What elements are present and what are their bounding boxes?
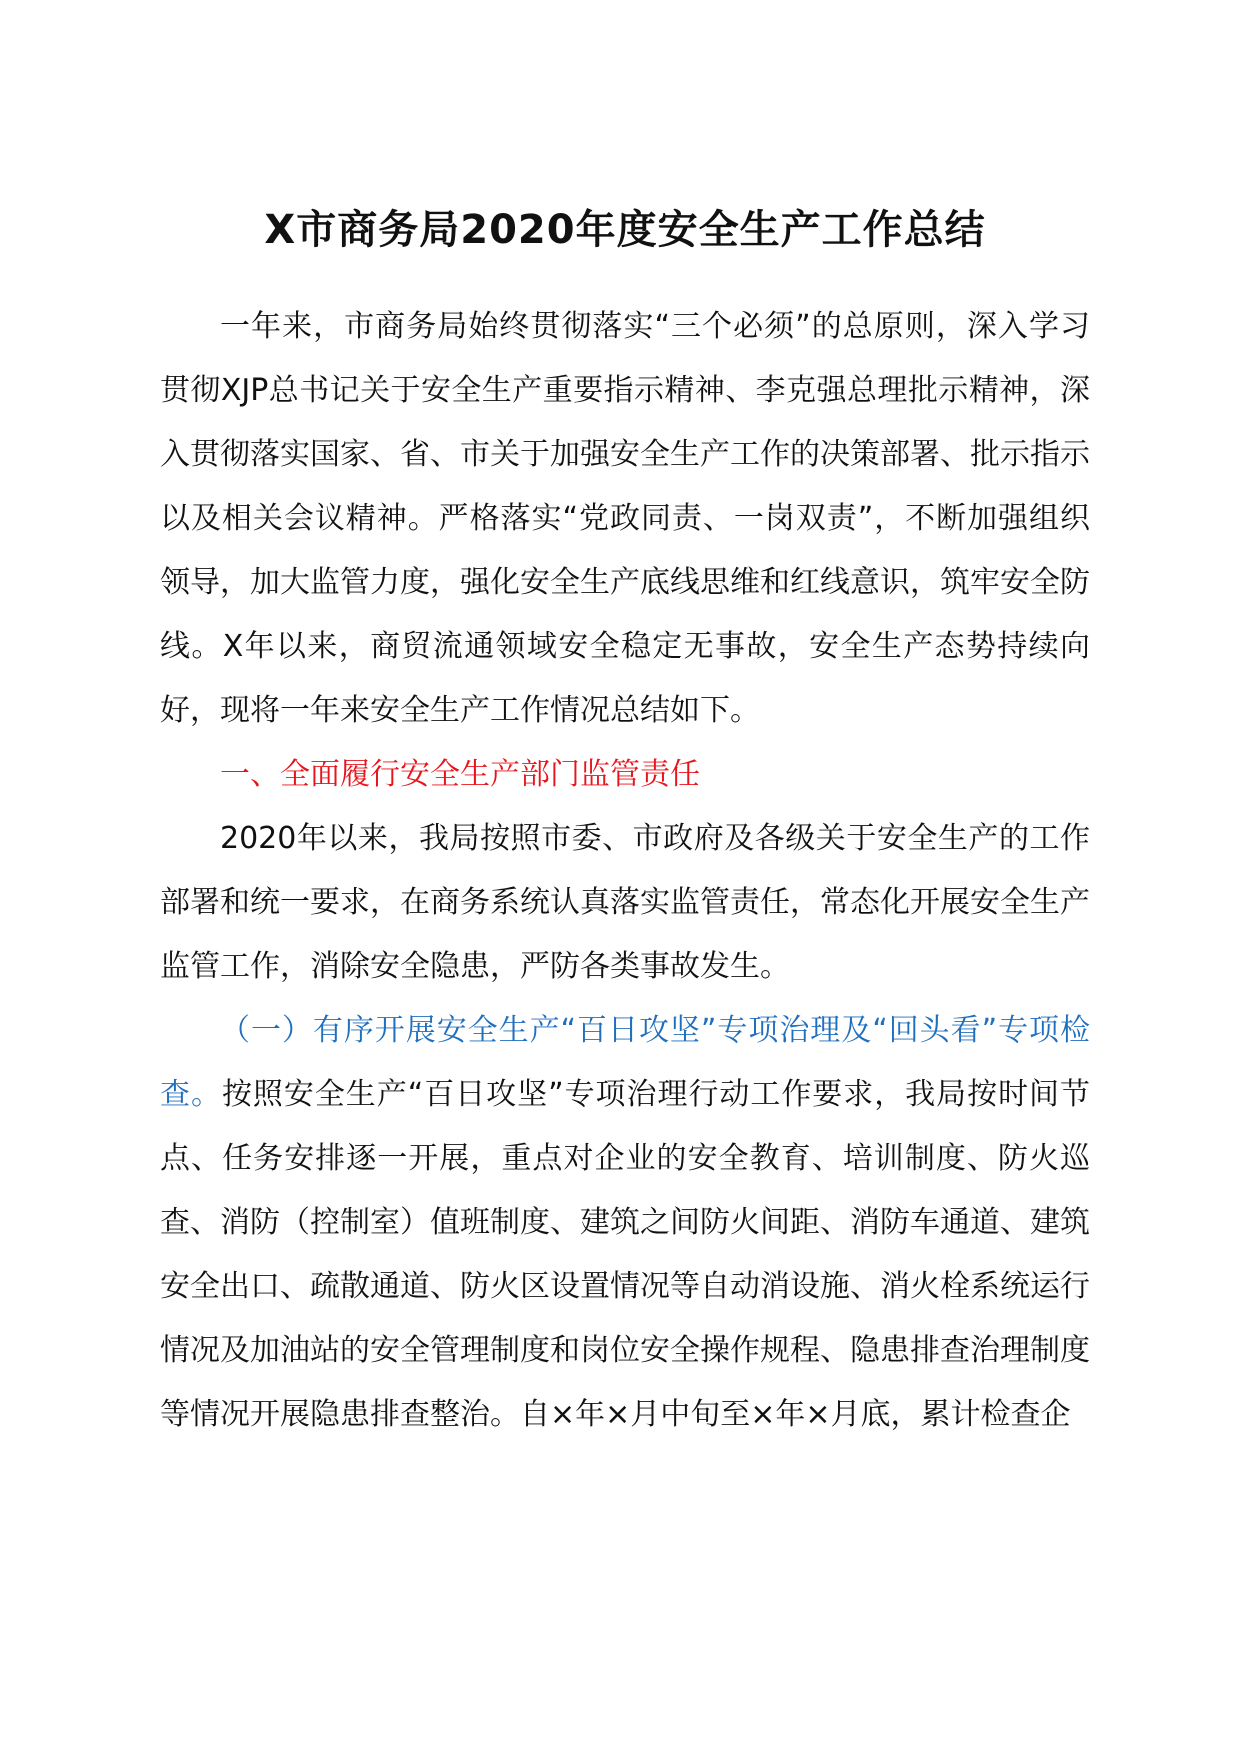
subsection-1-body: 按照安全生产“百日攻坚”专项治理行动工作要求，我局按时间节点、任务安排逐一开展，重点对企业的安全教育、培训制度、防火巡查、消防（控制室）值班制度、建筑之间防火间距、消防车通道、建筑安全出口、疏散通道、防火区设置情况等自动消设施、消火栓系统运行情况及加油站的安全管理制度和岗位安全操作规程、隐患排查治理制度等情况开展隐患排查整治。自×年×月中旬至×年×月底，累计检查企 bbox=[160, 1077, 1090, 1432]
section-heading-1: 一、全面履行安全生产部门监管责任 bbox=[220, 757, 700, 792]
document-page bbox=[160, 195, 1090, 1447]
intro-paragraph: 一年来，市商务局始终贯彻落实“三个必须”的总原则，深入学习贯彻XJP总书记关于安全生产重要指示精神、李克强总理批示精神，深入贯彻落实国家、省、市关于加强安全生产工作的决策部署、批示指示以及相关会议精神。严格落实“党政同责、一岗双责”，不断加强组织领导，加大监管力度，强化安全生产底线思维和红线意识，筑牢安全防线。X年以来，商贸流通领域安全稳定无事故，安全生产态势持续向好，现将一年来安全生产工作情况总结如下。 bbox=[160, 309, 1090, 728]
section-1-paragraph: 2020年以来，我局按照市委、市政府及各级关于安全生产的工作部署和统一要求，在商务系统认真落实监管责任，常态化开展安全生产监管工作，消除安全隐患，严防各类事故发生。 bbox=[160, 821, 1090, 984]
subsection-1-heading: （一）有序开展安全生产“百日攻坚”专项治理及“回头看”专项检查。 bbox=[160, 1013, 1090, 1112]
subsection-1-paragraph bbox=[160, 999, 1090, 1447]
document-title: X市商务局2020年度安全生产工作总结 bbox=[264, 207, 986, 253]
